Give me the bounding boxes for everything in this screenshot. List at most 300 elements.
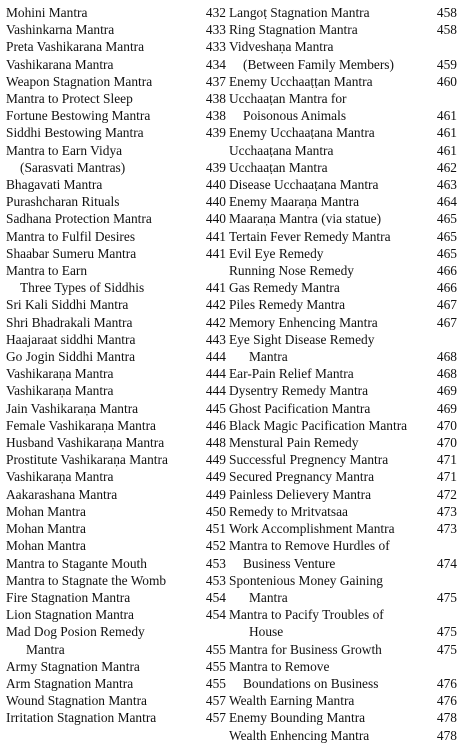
entry-title — [229, 537, 390, 571]
index-entry — [6, 520, 226, 537]
page-number: 469 — [436, 400, 457, 416]
entry-title-line: Piles Remedy Mantra — [229, 297, 346, 313]
entry-title — [6, 623, 145, 657]
entry-title — [229, 21, 358, 38]
page-number: 432 — [205, 5, 226, 20]
page-number: 434 — [205, 56, 226, 72]
index-entry — [6, 572, 226, 589]
entry-title-line: Mantra to Pacify Troubles of — [229, 607, 384, 623]
index-entry — [6, 555, 226, 572]
page-number: 443 — [205, 331, 226, 347]
entry-title-line: Mantra to Stagnate the Womb — [6, 572, 167, 588]
page-number: 444 — [205, 349, 226, 365]
entry-title-line: Gas Remedy Mantra — [229, 280, 340, 296]
entry-title-line: Enemy Ucchaaṭṭan Mantra — [229, 73, 373, 89]
page-number: 471 — [436, 469, 457, 485]
page-number: 475 — [436, 589, 457, 605]
page-number: 467 — [436, 297, 457, 313]
entry-title-subline: Business Venture — [243, 555, 336, 571]
entry-title-line: Remedy to Mritvatsaa — [229, 503, 348, 519]
entry-title-line: Army Stagnation Mantra — [6, 658, 140, 674]
entry-title — [6, 210, 152, 227]
index-entry — [229, 400, 457, 417]
page-number: 470 — [436, 417, 457, 433]
index-entry — [229, 73, 457, 90]
index-entry — [6, 193, 226, 210]
page-number: 467 — [436, 314, 457, 330]
entry-title-line: Vidveshaṇa Mantra — [229, 39, 334, 55]
index-entry — [6, 90, 226, 107]
entry-title — [229, 451, 388, 468]
entry-title-line: Work Accomplishment Mantra — [229, 521, 395, 537]
entry-title — [6, 709, 156, 726]
page-number: 449 — [205, 486, 226, 502]
page-number: 466 — [436, 280, 457, 296]
page-number: 476 — [436, 675, 457, 691]
entry-title — [6, 314, 132, 331]
entry-title — [6, 417, 156, 434]
entry-title — [6, 675, 133, 692]
index-entry — [229, 365, 457, 382]
entry-title-line: Vashinkarna Mantra — [6, 22, 115, 38]
page-number: 461 — [436, 142, 457, 158]
entry-title — [229, 193, 359, 210]
index-entry — [6, 314, 226, 331]
page-number: 463 — [436, 177, 457, 193]
index-entry — [229, 314, 457, 331]
page-number: 451 — [205, 521, 226, 537]
entry-title-subline: Mantra — [249, 349, 288, 365]
index-entry — [6, 658, 226, 675]
page-number: 454 — [205, 607, 226, 623]
entry-title-line: Menstural Pain Remedy — [229, 435, 359, 451]
entry-title-line: Mad Dog Posion Remedy — [6, 624, 145, 640]
entry-title-line: Preta Vashikarana Mantra — [6, 39, 145, 55]
entry-title — [6, 555, 147, 572]
page-number: 461 — [436, 108, 457, 124]
entry-title — [6, 692, 147, 709]
index-entry — [6, 606, 226, 623]
entry-title — [229, 400, 370, 417]
page-number: 471 — [436, 452, 457, 468]
index-entry — [229, 486, 457, 503]
index-entry — [229, 641, 457, 658]
index-entry — [6, 4, 226, 21]
entry-title-line: Go Jogin Siddhi Mantra — [6, 349, 136, 365]
page-number: 453 — [205, 572, 226, 588]
entry-title-line: Mohini Mantra — [6, 5, 88, 20]
index-entry — [229, 709, 457, 726]
entry-title — [6, 348, 135, 365]
page-number: 440 — [205, 177, 226, 193]
page-number: 438 — [205, 91, 226, 107]
page-number: 438 — [205, 108, 226, 124]
page-number: 457 — [205, 693, 226, 709]
index-entry — [229, 537, 457, 571]
entry-title — [229, 142, 333, 159]
entry-title — [229, 709, 365, 726]
entry-title-line: Fire Stagnation Mantra — [6, 589, 131, 605]
index-entry — [6, 210, 226, 227]
page-number: 478 — [436, 710, 457, 726]
index-entry — [229, 658, 457, 692]
entry-title — [6, 142, 125, 176]
page-number: 441 — [205, 280, 226, 296]
entry-title-line: Successful Pregnency Mantra — [229, 452, 389, 468]
index-entry — [229, 572, 457, 606]
index-entry — [229, 417, 457, 434]
index-entry — [229, 279, 457, 296]
page-number: 478 — [436, 727, 457, 743]
entry-title — [229, 228, 391, 245]
entry-title-line: Sri Kali Siddhi Mantra — [6, 297, 129, 313]
index-entry — [229, 124, 457, 141]
entry-title-line: Sadhana Protection Mantra — [6, 211, 152, 227]
entry-title — [6, 193, 119, 210]
entry-title-line: Langoṭ Stagnation Mantra — [229, 5, 370, 20]
page-number: 473 — [436, 503, 457, 519]
index-entry — [6, 245, 226, 262]
entry-title-line: Mohan Mantra — [6, 503, 86, 519]
index-entry — [6, 692, 226, 709]
entry-title — [229, 124, 375, 141]
index-entry — [6, 296, 226, 313]
page-number: 439 — [205, 159, 226, 175]
entry-title-subline: Mantra — [26, 641, 65, 657]
index-entry — [6, 365, 226, 382]
index-entry — [6, 468, 226, 485]
entry-title — [6, 658, 140, 675]
entry-title — [229, 503, 348, 520]
page-number: 472 — [436, 486, 457, 502]
page-number: 449 — [205, 452, 226, 468]
page-number: 461 — [436, 125, 457, 141]
entry-title-line: Haajaraat siddhi Mantra — [6, 331, 136, 347]
entry-title-line: Wealth Earning Mantra — [229, 693, 355, 709]
entry-title — [6, 73, 152, 90]
index-entry — [6, 537, 226, 554]
index-entry — [229, 468, 457, 485]
index-entry — [6, 348, 226, 365]
page-number: 474 — [436, 555, 457, 571]
page-number: 453 — [205, 555, 226, 571]
entry-title — [229, 641, 382, 658]
entry-title-line: Secured Pregnancy Mantra — [229, 469, 375, 485]
entry-title — [229, 73, 373, 90]
index-entry — [229, 21, 457, 38]
page-number: 476 — [436, 693, 457, 709]
entry-title — [229, 314, 378, 331]
entry-title-line: Mantra to Stagante Mouth — [6, 555, 147, 571]
index-entry — [229, 331, 457, 365]
entry-title — [229, 90, 346, 124]
entry-title — [229, 727, 369, 744]
index-entry — [6, 675, 226, 692]
entry-title-line: Mantra to Protect Sleep — [6, 91, 133, 107]
entry-title — [6, 107, 150, 124]
page-number: 448 — [205, 435, 226, 451]
page-number: 470 — [436, 435, 457, 451]
entry-title-subline: (Sarasvati Mantras) — [20, 159, 126, 175]
page-number: 457 — [205, 710, 226, 726]
entry-title — [6, 228, 135, 245]
entry-title — [229, 468, 374, 485]
entry-title-line: Ghost Pacification Mantra — [229, 400, 371, 416]
entry-title — [6, 38, 144, 55]
entry-title — [229, 331, 374, 365]
page-number: 445 — [205, 400, 226, 416]
index-entry — [6, 709, 226, 726]
entry-title-line: Tertain Fever Remedy Mantra — [229, 228, 391, 244]
page-number: 468 — [436, 349, 457, 365]
entry-title — [229, 279, 340, 296]
entry-title — [229, 572, 383, 606]
page-number: 440 — [205, 211, 226, 227]
index-entry — [6, 503, 226, 520]
index-entry — [229, 692, 457, 709]
entry-title — [6, 176, 102, 193]
entry-title — [229, 434, 358, 451]
page-number: 466 — [436, 263, 457, 279]
index-entry — [229, 193, 457, 210]
entry-title-line: Memory Enhencing Mantra — [229, 314, 378, 330]
page-number: 442 — [205, 297, 226, 313]
entry-title-line: Mantra to Earn Vidya — [6, 142, 123, 158]
entry-title-line: Vashikaraṇa Mantra — [6, 469, 114, 485]
entry-title — [6, 486, 117, 503]
entry-title — [6, 331, 135, 348]
entry-title — [6, 90, 133, 107]
entry-title-line: Aakarashana Mantra — [6, 486, 118, 502]
index-entry — [229, 245, 457, 262]
entry-title-line: Fortune Bestowing Mantra — [6, 108, 151, 124]
entry-title-line: Ring Stagnation Mantra — [229, 22, 358, 38]
entry-title — [6, 589, 130, 606]
entry-title-line: Ucchaaṭan Mantra for — [229, 91, 347, 107]
entry-title-line: Disease Ucchaaṭana Mantra — [229, 177, 379, 193]
entry-title-line: Vashikaraṇa Mantra — [6, 383, 114, 399]
entry-title — [229, 417, 407, 434]
index-entry — [6, 417, 226, 434]
index-column-left — [6, 4, 226, 751]
index-entry — [229, 176, 457, 193]
page-number: 473 — [436, 521, 457, 537]
entry-title — [229, 658, 378, 692]
entry-title-line: Painless Delievery Mantra — [229, 486, 372, 502]
entry-title-line: Female Vashikaraṇa Mantra — [6, 417, 156, 433]
entry-title-line: Jain Vashikaraṇa Mantra — [6, 400, 139, 416]
page-number: 469 — [436, 383, 457, 399]
index-entry — [6, 486, 226, 503]
index-entry — [6, 382, 226, 399]
entry-title-line: Black Magic Pacification Mantra — [229, 417, 408, 433]
entry-title — [229, 520, 395, 537]
entry-title — [229, 486, 371, 503]
entry-title-line: Wealth Enhencing Mantra — [229, 727, 370, 743]
entry-title-subline: (Between Family Members) — [243, 56, 394, 72]
index-entry — [6, 228, 226, 245]
entry-title-line: Evil Eye Remedy — [229, 245, 324, 261]
entry-title — [229, 365, 354, 382]
page-number: 452 — [205, 538, 226, 554]
index-entry — [229, 90, 457, 124]
entry-title — [6, 124, 144, 141]
index-entry — [229, 228, 457, 245]
page-number: 441 — [205, 245, 226, 261]
entry-title-line: Eye Sight Disease Remedy — [229, 331, 375, 347]
page-number: 440 — [205, 194, 226, 210]
page-number: 465 — [436, 211, 457, 227]
page-number: 444 — [205, 366, 226, 382]
entry-title-line: Siddhi Bestowing Mantra — [6, 125, 144, 141]
entry-title-line: Ucchaaṭan Mantra — [229, 159, 328, 175]
entry-title-line: Enemy Bounding Mantra — [229, 710, 366, 726]
entry-title — [6, 468, 113, 485]
entry-title-subline: Three Types of Siddhis — [20, 280, 145, 296]
entry-title-line: Mantra to Remove — [229, 658, 330, 674]
entry-title — [229, 296, 345, 313]
entry-title — [6, 262, 144, 296]
entry-title-line: Ear-Pain Relief Mantra — [229, 366, 354, 382]
entry-title — [229, 38, 394, 72]
page-number: 455 — [205, 658, 226, 674]
entry-title-line: Mohan Mantra — [6, 521, 86, 537]
page-number: 458 — [436, 5, 457, 20]
page-number: 450 — [205, 503, 226, 519]
entry-title-line: Wound Stagnation Mantra — [6, 693, 147, 709]
entry-title-subline: Mantra — [249, 589, 288, 605]
entry-title-line: Ucchaaṭana Mantra — [229, 142, 334, 158]
entry-title — [229, 245, 323, 262]
page-number: 439 — [205, 125, 226, 141]
index-entry — [229, 210, 457, 227]
index-entry — [6, 38, 226, 55]
entry-title-line: Arm Stagnation Mantra — [6, 675, 134, 691]
index-entry — [229, 142, 457, 159]
entry-title-line: Vashikarana Mantra — [6, 56, 114, 72]
index-entry — [229, 503, 457, 520]
index-column-right — [229, 4, 457, 751]
index-entry — [6, 21, 226, 38]
entry-title-line: Mantra to Remove Hurdles of — [229, 538, 390, 554]
index-entry — [229, 520, 457, 537]
index-entry — [229, 4, 457, 21]
page-number: 465 — [436, 228, 457, 244]
page-number: 465 — [436, 245, 457, 261]
page-number: 455 — [205, 641, 226, 657]
index-entry — [229, 382, 457, 399]
entry-title — [6, 520, 86, 537]
entry-title — [6, 365, 113, 382]
index-entry — [6, 124, 226, 141]
entry-title-subline: Boundations on Business — [243, 675, 379, 691]
page-number: 468 — [436, 366, 457, 382]
page-number: 458 — [436, 22, 457, 38]
entry-title-line: Shaabar Sumeru Mantra — [6, 245, 137, 261]
entry-title-line: Maaraṇa Mantra (via statue) — [229, 211, 382, 227]
index-entry — [6, 589, 226, 606]
index-entry — [229, 451, 457, 468]
entry-title-line: Mantra to Fulfil Desires — [6, 228, 136, 244]
index-entry — [229, 38, 457, 72]
page-number: 441 — [205, 228, 226, 244]
entry-title — [229, 159, 328, 176]
index-entry — [6, 623, 226, 657]
index-entry — [229, 606, 457, 640]
entry-title-line: Running Nose Remedy — [229, 263, 354, 279]
entry-title-line: Prostitute Vashikaraṇa Mantra — [6, 452, 168, 468]
entry-title-line: Husband Vashikaraṇa Mantra — [6, 435, 165, 451]
entry-title — [229, 692, 354, 709]
entry-title-line: Mantra for Business Growth — [229, 641, 382, 657]
entry-title-line: Irritation Stagnation Mantra — [6, 710, 157, 726]
index-entry — [6, 451, 226, 468]
index-entry — [6, 56, 226, 73]
page-number: 475 — [436, 641, 457, 657]
entry-title — [6, 245, 136, 262]
index-entry — [6, 107, 226, 124]
page-number: 464 — [436, 194, 457, 210]
entry-title — [6, 451, 168, 468]
index-entry — [6, 176, 226, 193]
page-number: 444 — [205, 383, 226, 399]
entry-title-line: Purashcharan Rituals — [6, 194, 120, 210]
page-number: 442 — [205, 314, 226, 330]
entry-title-line: Mantra to Earn — [6, 263, 88, 279]
entry-title — [6, 537, 86, 554]
index-entry — [6, 73, 226, 90]
entry-title-subline: House — [249, 624, 284, 640]
entry-title — [6, 56, 113, 73]
entry-title-line: Dysentry Remedy Mantra — [229, 383, 369, 399]
entry-title-line: Shri Bhadrakali Mantra — [6, 314, 133, 330]
entry-title-line: Weapon Stagnation Mantra — [6, 73, 153, 89]
entry-title — [6, 572, 166, 589]
entry-title — [229, 210, 381, 227]
entry-title-subline: Poisonous Animals — [243, 108, 347, 124]
entry-title — [229, 262, 354, 279]
entry-title — [6, 400, 138, 417]
entry-title — [229, 4, 370, 21]
page-number: 475 — [436, 624, 457, 640]
entry-title-line: Spontenious Money Gaining — [229, 572, 383, 588]
page-number: 455 — [205, 675, 226, 691]
page-number: 437 — [205, 73, 226, 89]
entry-title-line: Lion Stagnation Mantra — [6, 607, 134, 623]
entry-title — [6, 606, 134, 623]
entry-title-line: Enemy Ucchaaṭana Mantra — [229, 125, 375, 141]
index-entry — [6, 331, 226, 348]
index-entry — [6, 262, 226, 296]
entry-title-line: Enemy Maaraṇa Mantra — [229, 194, 360, 210]
entry-title — [229, 382, 368, 399]
index-entry — [229, 434, 457, 451]
index-entry — [229, 296, 457, 313]
entry-title — [229, 606, 384, 640]
page-number: 446 — [205, 417, 226, 433]
entry-title — [6, 21, 114, 38]
entry-title — [229, 176, 378, 193]
index-entry — [229, 727, 457, 744]
page-number: 433 — [205, 39, 226, 55]
index-entry — [6, 400, 226, 417]
page-number: 449 — [205, 469, 226, 485]
entry-title — [6, 434, 164, 451]
page-number: 433 — [205, 22, 226, 38]
index-entry — [6, 142, 226, 176]
page-number: 454 — [205, 589, 226, 605]
index-entry — [229, 262, 457, 279]
